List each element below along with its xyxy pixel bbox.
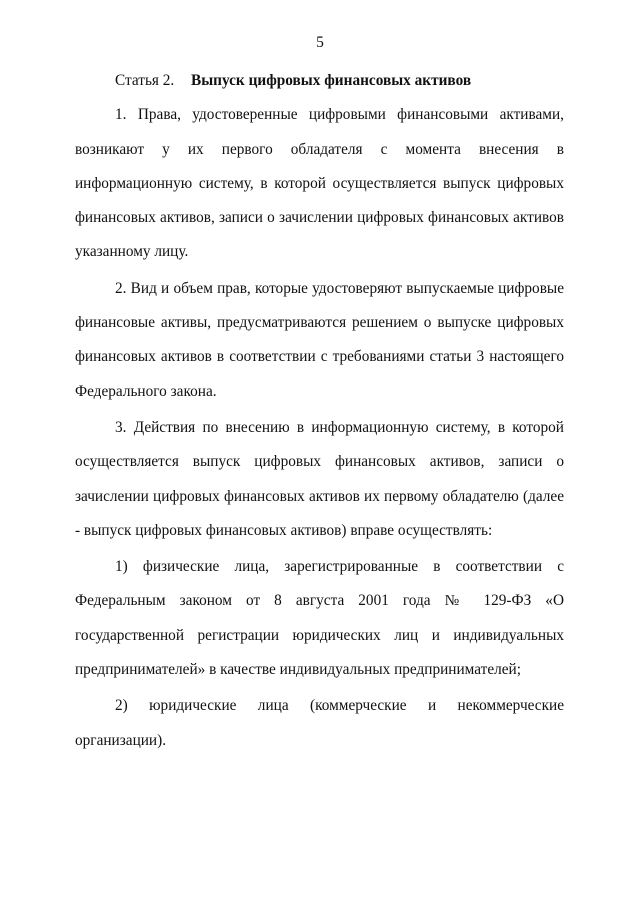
article-title: Выпуск цифровых финансовых активов (191, 72, 472, 89)
paragraph-3-item-2: 2) юридические лица (коммерческие и некоммерческие организации). (75, 697, 564, 749)
paragraph-3-item-1: 1) физические лица, зарегистрированные в соответствии с Федеральным законом от 8 августа 2001 года № 129-ФЗ «О государственной регистрации юридических лиц и индивидуальных предпринимателей» в качестве индивидуальных предпринимателей; (75, 558, 564, 679)
article-heading (75, 64, 564, 98)
document-body (75, 64, 564, 758)
page-number: 5 (316, 34, 324, 51)
paragraph-2: 2. Вид и объем прав, которые удостоверяют выпускаемые цифровые финансовые активы, предусматриваются решением о выпуске цифровых финансовых активов в соответствии с требованиями статьи 3 настоящего Федерального закона. (75, 279, 564, 400)
paragraph-3: 3. Действия по внесению в информационную систему, в которой осуществляется выпуск цифровых финансовых активов, записи о зачислении цифровых финансовых активов их первому обладателю (далее - выпуск цифровых финансовых активов) вправе осуществлять: (75, 418, 564, 539)
article-label: Статья 2. (115, 72, 175, 89)
paragraph-1: 1. Права, удостоверенные цифровыми финансовыми активами, возникают у их первого обладателя с момента внесения в информационную систему, в которой осуществляется выпуск цифровых финансовых активов, записи о зачислении цифровых финансовых активов указанному лицу. (75, 106, 564, 261)
